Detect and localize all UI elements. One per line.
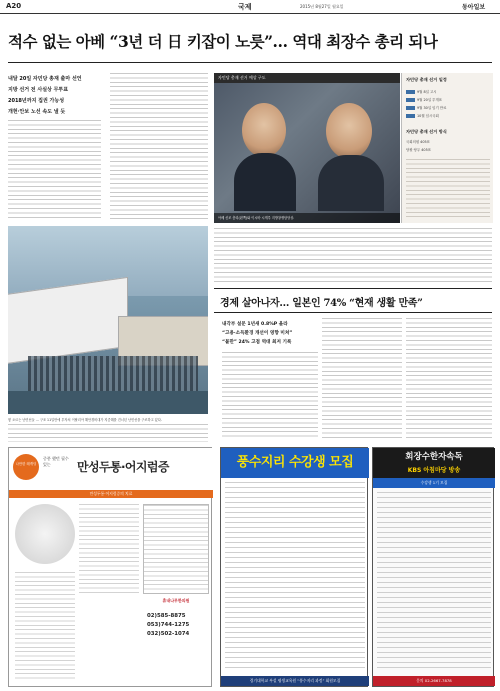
article2-subhead-1: 내각부 설문 1년새 0.8%P 올라 [222, 322, 288, 327]
photo-caption: 아베 신조 총리(왼쪽)와 이시바 시게루 지방창생담당상. [214, 213, 400, 223]
issue-date: 2015년 8월27일 월요일 [300, 4, 344, 9]
ad3-red-bar[interactable]: 문의 02-2667-7878 [373, 676, 495, 686]
article2-body-col-3 [406, 318, 492, 440]
boat-photo-caption: 쌓 오르는 난민선들 … 구조 11일만에 투자처 이탈리아 해안경비대가 지중해를 건너던 난민선을 구조하고 있다. [8, 418, 162, 422]
article2-headline: 경제 살아나자… 일본인 74% “현재 생활 만족” [220, 298, 423, 309]
article-body-col-1 [8, 120, 101, 220]
article2-rule [214, 312, 492, 313]
ad1-bar: 만성두통·어지럼증의 치료 [9, 490, 213, 498]
ad2-body [225, 482, 365, 672]
ad3-banner [373, 448, 495, 478]
rescue-ship [8, 277, 128, 365]
sidebar-body [406, 159, 490, 217]
schedule-badge [406, 114, 415, 118]
subhead-4: 개헌·안보 노선 속도 낼 듯 [8, 109, 66, 115]
subhead-3: 2018년까지 집권 가능성 [8, 98, 65, 104]
sidebar-title: 자민당 총재 선거 일정 [406, 77, 447, 82]
ad1-title: 만성두통·어지럼증 [77, 460, 169, 474]
ad1-tag: 나만한 레캐딩 [13, 454, 39, 480]
subhead-1: 내달 20일 자민당 총재 출마 선언 [8, 76, 82, 82]
schedule-badge [406, 106, 415, 110]
article2-subhead-3: “불만” 24% 고점 역대 최저 기록 [222, 340, 292, 345]
ad1-head-illustration [15, 504, 75, 564]
ad3-banner-line-1: 회장수한자속독 [405, 452, 463, 462]
graphic-title: 자민당 총재 선거 예상 구도 [214, 73, 400, 83]
sidebar-row-1: 9월 8일 고시 [406, 89, 437, 94]
ad1-phone-3[interactable]: 032)502-1074 [147, 631, 190, 637]
leaders-photo [214, 73, 400, 223]
article-headline: 적수 없는 아베 “3년 더 日 키잡이 노릇”… 역대 최장수 총리 되나 [8, 32, 438, 51]
article2-subhead-2: “고용·소득환경 개선이 영향 미쳐” [222, 331, 293, 336]
article2-body-col-2 [322, 318, 402, 440]
ad1-body-col-2 [143, 504, 209, 594]
ad1-phone-1[interactable]: 02)585-8875 [147, 613, 186, 619]
ad1-subtitle: 중풍 했던 필수 있는 [43, 456, 69, 467]
sidebar-title-2: 자민당 총재 선거 방식 [406, 129, 447, 134]
section-title: 국제 [238, 3, 252, 11]
ad1-body-col-1 [79, 504, 139, 594]
crowd [28, 356, 198, 396]
page-header [0, 0, 500, 14]
page-number: A20 [6, 2, 22, 10]
ad1-body-col-3 [15, 572, 75, 682]
person-photo-left [242, 103, 286, 157]
article2-subheads [222, 320, 292, 347]
ad1-phone-2[interactable]: 053)744-1275 [147, 622, 190, 628]
sidebar-row-6: 당원·당우 405표 [406, 148, 432, 152]
person-suit-right [318, 155, 384, 211]
ad-fengshui-course[interactable] [220, 447, 368, 687]
sidebar-row-5: 국회의원 405표 [406, 140, 430, 144]
article2-body-col-1 [222, 352, 318, 440]
ad1-phones [147, 612, 189, 639]
article-body-col-3 [214, 228, 492, 284]
ad-hanja-speedreading[interactable] [372, 447, 494, 687]
sidebar-row-3: 9월 30일 임기 만료 [406, 105, 446, 110]
person-suit-left [234, 153, 296, 211]
article-subheads [8, 74, 101, 118]
subhead-2: 지방 선거 전 사실상 무투표 [8, 87, 69, 93]
schedule-badge [406, 98, 415, 102]
ad1-header [9, 448, 213, 490]
sea-area [8, 391, 208, 414]
ad1-clinic-name: 휴내나무한의원 [162, 598, 190, 603]
ad3-banner-line-2: KBS 아침마당 방송 [407, 467, 461, 474]
ad2-footer: 경기대학교 부설 평생교육원 “풍수지리 과정” 회원모집 [221, 676, 369, 686]
article-body-col-2 [110, 73, 208, 221]
refugee-boat-photo [8, 226, 208, 414]
ad3-body [377, 492, 491, 672]
newspaper-logo: 동아일보 [462, 4, 486, 11]
sidebar-row-4: 10월 임시국회 [406, 113, 439, 118]
person-photo-right [326, 103, 372, 159]
headline-rule [8, 62, 492, 63]
ad-headache-clinic[interactable] [8, 447, 212, 687]
caption-body [8, 424, 208, 442]
schedule-badge [406, 90, 415, 94]
ad2-banner: 풍수지리 수강생 모집 [221, 448, 369, 478]
section-rule [214, 288, 492, 289]
ad3-blue-bar: 수강생 1기 모집 [373, 478, 495, 488]
election-sidebar [401, 73, 493, 223]
sidebar-row-2: 9월 20일 투개표 [406, 97, 442, 102]
